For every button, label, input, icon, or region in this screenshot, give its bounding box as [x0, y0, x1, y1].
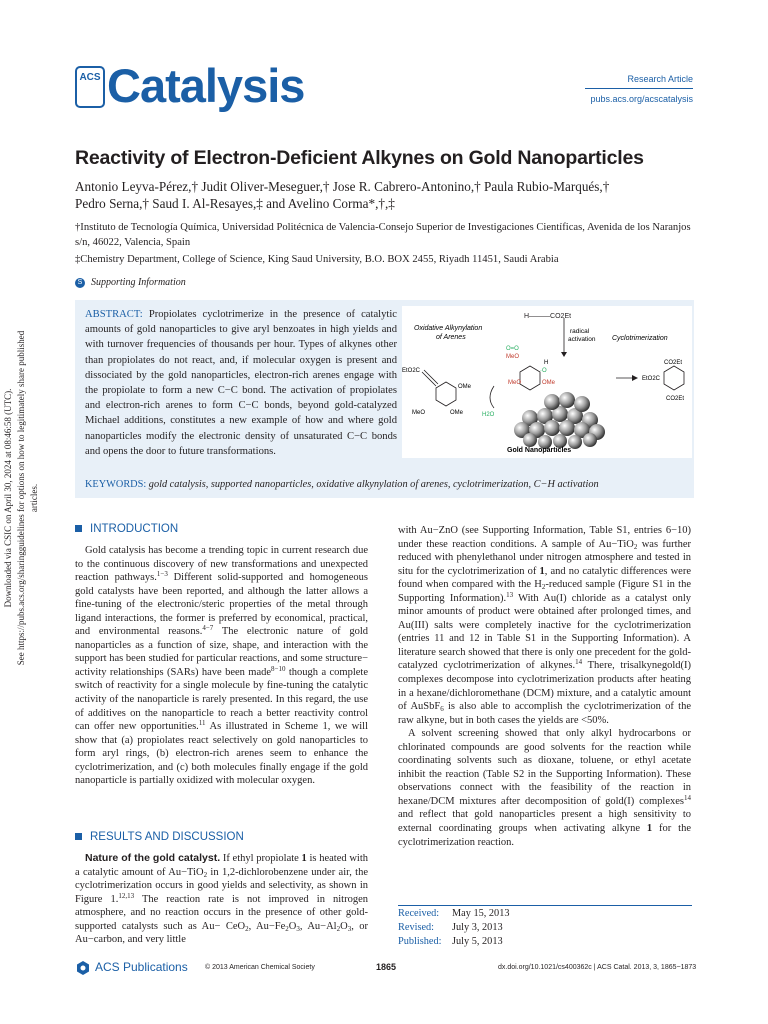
o-radical-label: ·O	[540, 368, 547, 374]
abstract-label: ABSTRACT:	[85, 309, 143, 320]
copyright-notice: © 2013 American Chemical Society	[205, 964, 315, 971]
meo-label-2: MeO	[506, 354, 520, 360]
affiliation-2: ‡Chemistry Department, College of Science, King Saud University, B.O. BOX 2455, Riyadh 11451, Saudi Arabia	[75, 254, 559, 265]
oxidative-label: Oxidative Alkynylation	[414, 325, 483, 332]
acs-publications-label: ACS Publications	[95, 960, 188, 975]
journal-name: Catalysis	[107, 59, 305, 112]
of-arenes-label: of Arenes	[436, 334, 466, 341]
revised-date	[398, 922, 503, 933]
ome-label-3: OMe	[542, 380, 556, 386]
author-line-2: Pedro Serna,† Saud I. Al-Resayes,‡ and Avelino Corma*,†,‡	[75, 196, 395, 211]
dates-divider	[398, 905, 692, 906]
propiolate-label: H———CO2Et	[524, 313, 572, 320]
co2et-label-1: CO2Et	[664, 360, 683, 366]
author-line-1: Antonio Leyva-Pérez,† Judit Oliver-Meseguer,† Jose R. Cabrero-Antonino,† Paula Rubio-Marqués,†	[75, 179, 610, 194]
acs-hexagon-icon	[75, 960, 91, 976]
download-notice-line2: See https://pubs.acs.org/sharingguidelines for options on how to legitimately share published articles.	[16, 330, 39, 666]
journal-logo	[75, 59, 305, 112]
article-type-label: Research Article	[585, 72, 693, 89]
results-paragraph: Nature of the gold catalyst. If ethyl propiolate 1 is heated with a catalytic amount of Au−TiO$_2$ in 1,2-dichlorobenzene under air, the cyclotrimerization occurs in good yields and selectivity, as shown in Figure 1.$^{12,13}$ The reaction rate is not improved in nitrogen atmosphere, and no reaction occurs in the presence of other gold-supported catalysts such as Au− CeO$_2$, $Au-Fe_2O_3$, $Au-Al_2O_3$, or Au−carbon, and very little	[75, 852, 368, 946]
received-date	[398, 908, 510, 919]
recycle-arrow	[490, 386, 494, 408]
download-notice	[2, 318, 39, 678]
toc-scheme-svg	[402, 306, 692, 458]
published-date	[398, 936, 503, 947]
doi-citation[interactable]: dx.doi.org/10.1021/cs400362c | ACS Catal. 2013, 3, 1865−1873	[498, 964, 697, 971]
revised-value: July 3, 2013	[452, 922, 503, 933]
gold-nanoparticles-label: Gold Nanoparticles	[507, 447, 572, 454]
page-number: 1865	[376, 962, 397, 972]
download-notice-line1: Downloaded via CSIC on April 30, 2024 at 08:46:58 (UTC).	[3, 388, 13, 608]
radical-label: radical	[570, 328, 590, 335]
h2o-label: H2O	[482, 412, 495, 418]
ome-label-1: OMe	[458, 384, 472, 390]
body-column-left-continued	[75, 852, 368, 947]
solvent-paragraph: A solvent screening showed that only alkyl hydrocarbons or chlorinated compounds are good solvents for the reaction while coordinating solvents such as dioxane, toluene, or ethyl acetate inhibit the reaction (Table S2 in the Supporting Information). These observations connect with the feasibility of the reaction in hexane/DCM mixtures after decomposition of gold(I) complexes$^{14}$ and reflect that gold nanoparticles present a high sensitivity to external coordinating groups when activating alkyne 1 for the cyclotrimerization reaction.	[398, 728, 691, 848]
body-column-left	[75, 544, 368, 788]
keywords-label: KEYWORDS:	[85, 479, 147, 490]
aryl-ring-1	[436, 382, 456, 406]
activation-label: activation	[568, 336, 596, 343]
keywords	[85, 478, 685, 492]
aryl-ring-2	[520, 366, 540, 390]
published-value: July 5, 2013	[452, 936, 503, 947]
acs-publications-logo	[75, 960, 188, 976]
keywords-list: gold catalysis, supported nanoparticles, oxidative alkynylation of arenes, cyclotrimerization, C−H activation	[146, 479, 599, 490]
co2et-label-2: CO2Et	[666, 396, 685, 402]
eto2c-label-2: EtO2C	[642, 376, 661, 382]
supporting-info-label: Supporting Information	[91, 277, 186, 288]
supporting-info-link[interactable]	[75, 277, 186, 288]
affiliation-1: †Instituto de Tecnología Química, Universidad Politécnica de Valencia-Consejo Superior de Investigaciones Científicas, Avenida de los Naranjos s/n, 46022, Valencia, Spain	[75, 222, 691, 248]
h-label: H	[544, 360, 549, 366]
supporting-info-icon: S	[75, 278, 85, 288]
oo-label: O=O	[506, 346, 519, 352]
author-list	[75, 178, 695, 212]
revised-label: Revised:	[398, 922, 435, 933]
results-paragraph-continued: with Au−ZnO (see Supporting Information, Table S1, entries 6−10) under these reaction conditions. A sample of Au−TiO$_2$ was further reduced with phenylethanol under nitrogen atmosphere and tested in situ for the cyclotrimerization of 1, and no catalytic differences were found when compared with the $H_2$-reduced sample (Figure S1 in the Supporting Information).$^{13}$ With Au(I) chloride as a catalyst only minor amounts of product were obtained after prolonged times, and Au(III) salts were completely inactive for the cyclotrimerization (entries 11 and 12 in Table S1 in the Supporting Information). A literature search showed that there is only one precedent for the gold-catalyzed cyclotrimerization of alkynes.$^{14}$ There, trisalkynegold(I) complexes decompose into cyclotrimerization products after heating in a hexane/dichloromethane (DCM) mixture, and a catalytic amount of AuSbF$_6$ is also able to accomplish the cyclotrimerization of the raw alkyne, but in both cases the yields are <50%.	[398, 525, 691, 726]
meo-label-3: MeO	[508, 380, 522, 386]
aryl-ring-3	[664, 366, 684, 390]
acs-logo-mark: ACS	[75, 66, 105, 108]
published-label: Published:	[398, 936, 442, 947]
section-heading-results	[75, 831, 244, 843]
abstract-body: Propiolates cyclotrimerize in the presence of catalytic amounts of gold nanoparticles to give aryl benzoates in high yields and with turnover frequencies of thousands per hour. Types of alkynes other than propiolates do not react, and, if molecular oxygen is present and dissociated by the gold nanoparticles, electron-rich arenes engage with the propiolate to form a new C−C bond. The activation of propiolates and electron-rich arenes to form C−C bonds, beyond gold-catalyzed Michael additions, constitutes a new example of how and where gold nanoparticles modify the electronic density of unsaturated C−C bonds and opens the door to future transformations.	[85, 309, 397, 457]
section-square-icon	[75, 833, 82, 840]
toc-graphic	[402, 306, 692, 458]
intro-paragraph: Gold catalysis has become a trending topic in current research due to the continuous discovery of new transformations and unexpected reaction pathways.$^{1-3}$ Different solid-supported and homogeneous gold catalysts have been reported, and although the latter allows a fine-tuning of the electronic/steric properties of the metal through ligand interactions, the former is preferred by economical, practical, and environmental reasons.$^{4-7}$ The electronic nature of gold nanoparticles as a function of size, shape, and interaction with the support has been studied for particular reactions, and some structure− activity relationships (SARs) have been made$^{8-10}$ though a complete switch of reactivity for a single molecule by fine-tuning the catalytic activity of the nanoparticle is rarely presented. In this regard, the use of additives on the nanoparticle to reach a better reactivity control can offer new opportunities.$^{11}$ As illustrated in Scheme 1, we will show that (a) propiolates react selectively on gold nanoparticles to form aryl rings, (b) electron-rich arenes seem to enhance the cyclotrimerization, and (c) both molecules finally engage if the gold nanoparticle is partially oxidized with molecular oxygen.	[75, 545, 368, 787]
paper-title: Reactivity of Electron-Deficient Alkynes on Gold Nanoparticles	[75, 147, 644, 169]
received-value: May 15, 2013	[452, 908, 510, 919]
cyclotrimerization-label: Cyclotrimerization	[612, 335, 668, 342]
gold-nanoparticle-cluster	[514, 392, 605, 449]
section-heading-label: INTRODUCTION	[90, 523, 179, 535]
section-heading-label: RESULTS AND DISCUSSION	[90, 831, 244, 843]
received-label: Received:	[398, 908, 440, 919]
subsection-heading: Nature of the gold catalyst.	[85, 852, 221, 864]
ome-label-2: OMe	[450, 410, 464, 416]
meo-label-1: MeO	[412, 410, 426, 416]
abstract	[85, 307, 397, 459]
section-heading-introduction	[75, 523, 178, 535]
section-square-icon	[75, 525, 82, 532]
eto2c-label: EtO2C	[402, 368, 421, 374]
body-column-right	[398, 524, 691, 849]
journal-url-link[interactable]: pubs.acs.org/acscatalysis	[590, 94, 693, 104]
